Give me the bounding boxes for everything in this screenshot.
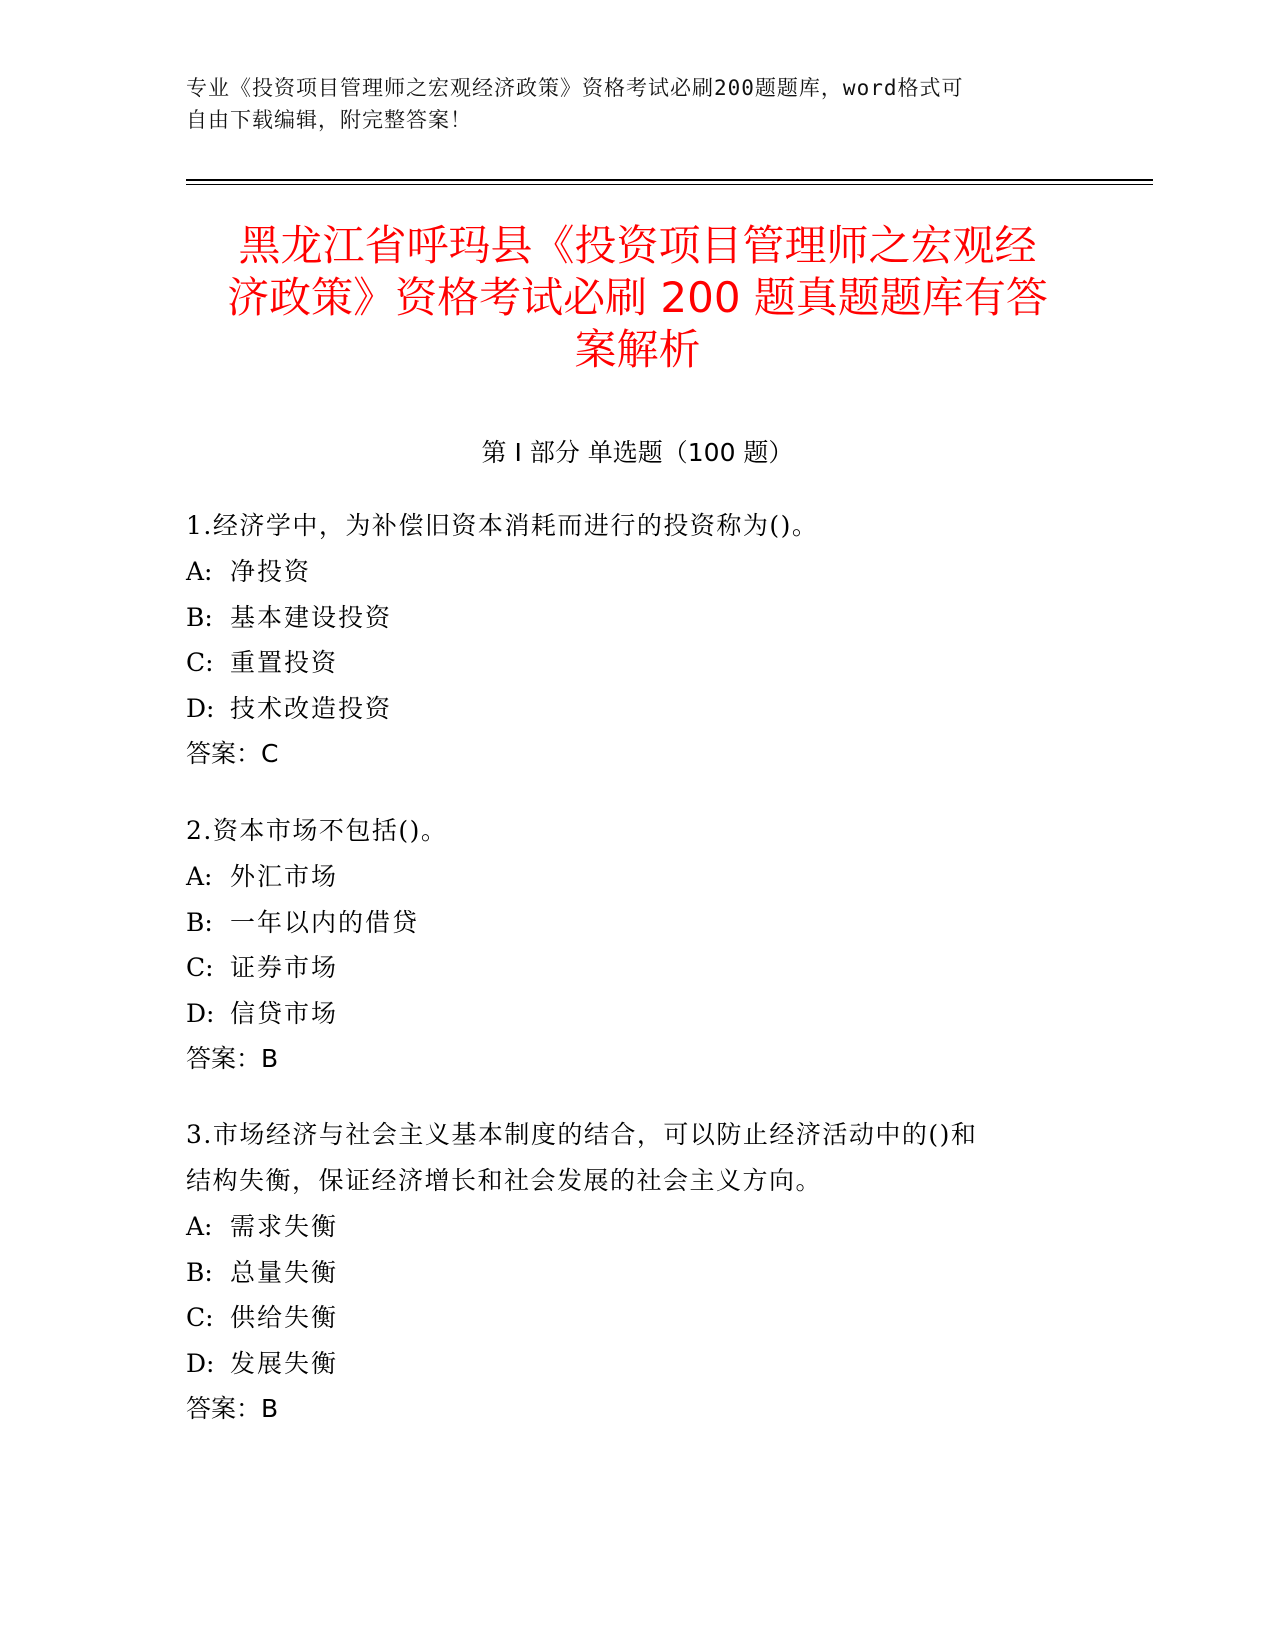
title-line: 黑龙江省呼玛县《投资项目管理师之宏观经: [238, 221, 1037, 270]
option-label: C:: [186, 953, 214, 982]
question-stem: 3.市场经济与社会主义基本制度的结合，可以防止经济活动中的()和: [186, 1120, 978, 1149]
question-stem: 1.经济学中，为补偿旧资本消耗而进行的投资称为()。: [186, 511, 819, 540]
header-divider: [186, 179, 1153, 181]
option-text: 重置投资: [230, 648, 339, 677]
option-c: [186, 1295, 1066, 1341]
question-stem: 2.资本市场不包括()。: [186, 816, 448, 845]
header-divider-thin: [186, 184, 1153, 185]
option-d: [186, 991, 1066, 1037]
option-b: [186, 595, 1066, 641]
answer: 答案：B: [186, 1044, 279, 1073]
option-text: 发展失衡: [230, 1348, 339, 1378]
option-text: 基本建设投资: [230, 602, 393, 632]
option-text: 需求失衡: [230, 1212, 339, 1241]
option-text: 外汇市场: [230, 862, 339, 891]
option-c: [186, 640, 1066, 686]
option-text: 信贷市场: [230, 998, 339, 1028]
option-text: 供给失衡: [230, 1303, 339, 1332]
option-label: D:: [186, 1348, 215, 1378]
title-line: 济政策》资格考试必刷 200 题真题题库有答: [227, 273, 1048, 322]
option-label: C:: [186, 648, 214, 677]
option-label: D:: [186, 693, 215, 723]
option-label: B:: [186, 907, 213, 937]
option-d: [186, 1341, 1066, 1387]
question-stem-continued: 结构失衡，保证经济增长和社会发展的社会主义方向。: [186, 1166, 823, 1195]
answer: 答案：C: [186, 739, 279, 768]
option-label: A:: [186, 557, 213, 586]
question-1: [186, 503, 1066, 777]
option-label: B:: [186, 1257, 213, 1287]
option-text: 证券市场: [230, 953, 339, 982]
option-label: A:: [186, 862, 213, 891]
option-a: [186, 1204, 1066, 1250]
option-a: [186, 854, 1066, 900]
option-label: B:: [186, 602, 213, 632]
option-label: D:: [186, 998, 215, 1028]
option-text: 净投资: [230, 557, 312, 586]
question-2: [186, 808, 1066, 1082]
intro-line: 专业《投资项目管理师之宏观经济政策》资格考试必刷200题题库，word格式可: [186, 76, 964, 100]
intro-text: [186, 72, 1066, 136]
option-text: 一年以内的借贷: [230, 907, 420, 937]
option-c: [186, 945, 1066, 991]
option-label: C:: [186, 1303, 214, 1332]
answer: 答案：B: [186, 1394, 279, 1423]
section-heading: 第 I 部分 单选题（100 题）: [481, 438, 794, 467]
option-text: 总量失衡: [230, 1257, 339, 1287]
option-text: 技术改造投资: [230, 693, 393, 723]
option-b: [186, 1250, 1066, 1296]
question-3: [186, 1112, 1066, 1432]
document-title: [186, 220, 1089, 376]
option-label: A:: [186, 1212, 213, 1241]
option-b: [186, 900, 1066, 946]
intro-line: 自由下载编辑，附完整答案！: [186, 108, 472, 132]
option-a: [186, 549, 1066, 595]
title-line: 案解析: [574, 325, 701, 374]
option-d: [186, 686, 1066, 732]
